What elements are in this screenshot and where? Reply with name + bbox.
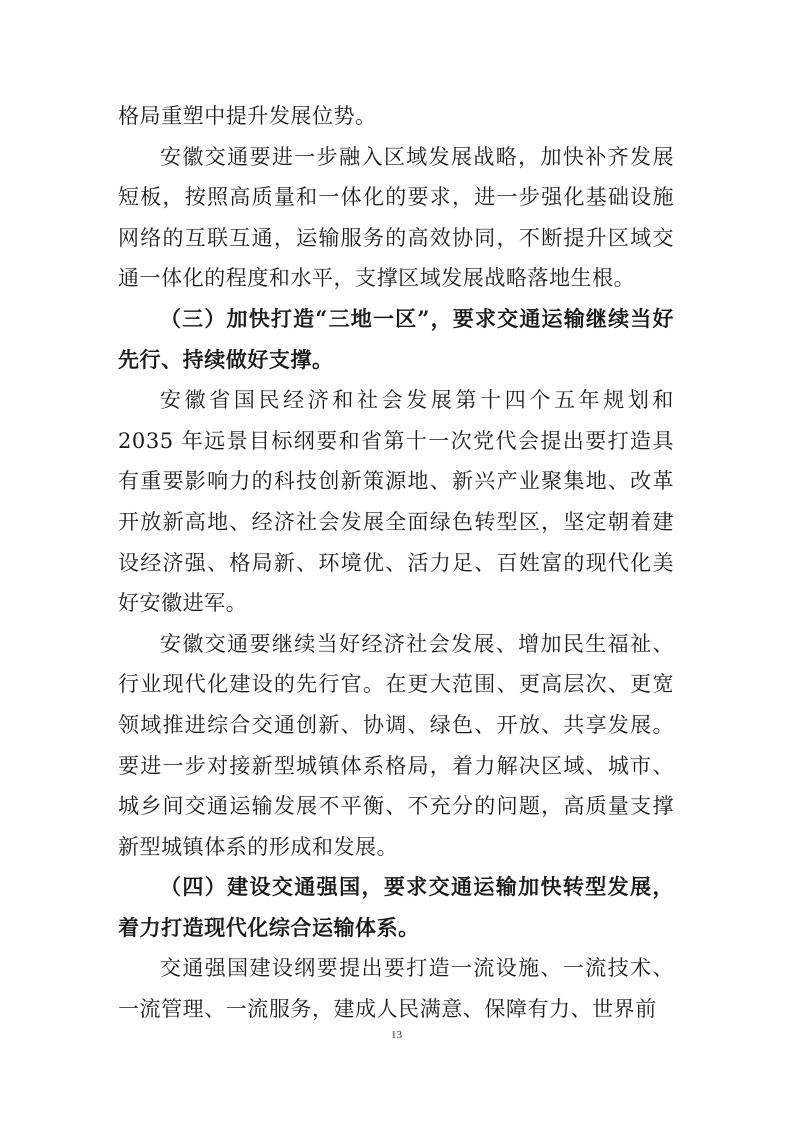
paragraph-pioneer-role: 安徽交通要继续当好经济社会发展、增加民生福祉、行业现代化建设的先行官。在更大范围、更高层次、更宽领域推进综合交通创新、协调、绿色、开放、共享发展。要进一步对接新型城镇体系格局，着力解决区域、城市、城乡间交通运输发展不平衡、不充分的问题，高质量支撑新型城镇体系的形成和发展。	[118, 631, 674, 859]
paragraph-regional-integration: 安徽交通要进一步融入区域发展战略，加快补齐发展短板，按照高质量和一体化的要求，进一步强化基础设施网络的互联互通，运输服务的高效协同，不断提升区域交通一体化的程度和水平，支撑区域发展战略落地生根。	[118, 144, 674, 291]
page-number: 13	[391, 1029, 402, 1041]
section-heading-three: （三）加快打造“三地一区”，要求交通运输继续当好先行、持续做好支撑。	[118, 305, 674, 372]
paragraph-continuation: 格局重塑中提升发展位势。	[118, 104, 377, 128]
document-body	[118, 96, 674, 1030]
section-heading-four: （四）建设交通强国，要求交通运输加快转型发展，着力打造现代化综合运输体系。	[118, 874, 674, 940]
paragraph-transport-power: 交通强国建设纲要提出要打造一流设施、一流技术、一流管理、一流服务，建成人民满意、保障有力、世界前	[118, 956, 674, 1022]
paragraph-fourteenth-plan: 安徽省国民经济和社会发展第十四个五年规划和 2035 年远景目标纲要和省第十一次党代会提出要打造具有重要影响力的科技创新策源地、新兴产业聚集地、改革开放新高地、经济社会发展全面绿色转型区，坚定朝着建设经济强、格局新、环境优、活力足、百姓富的现代化美好安徽进军。	[118, 388, 674, 616]
